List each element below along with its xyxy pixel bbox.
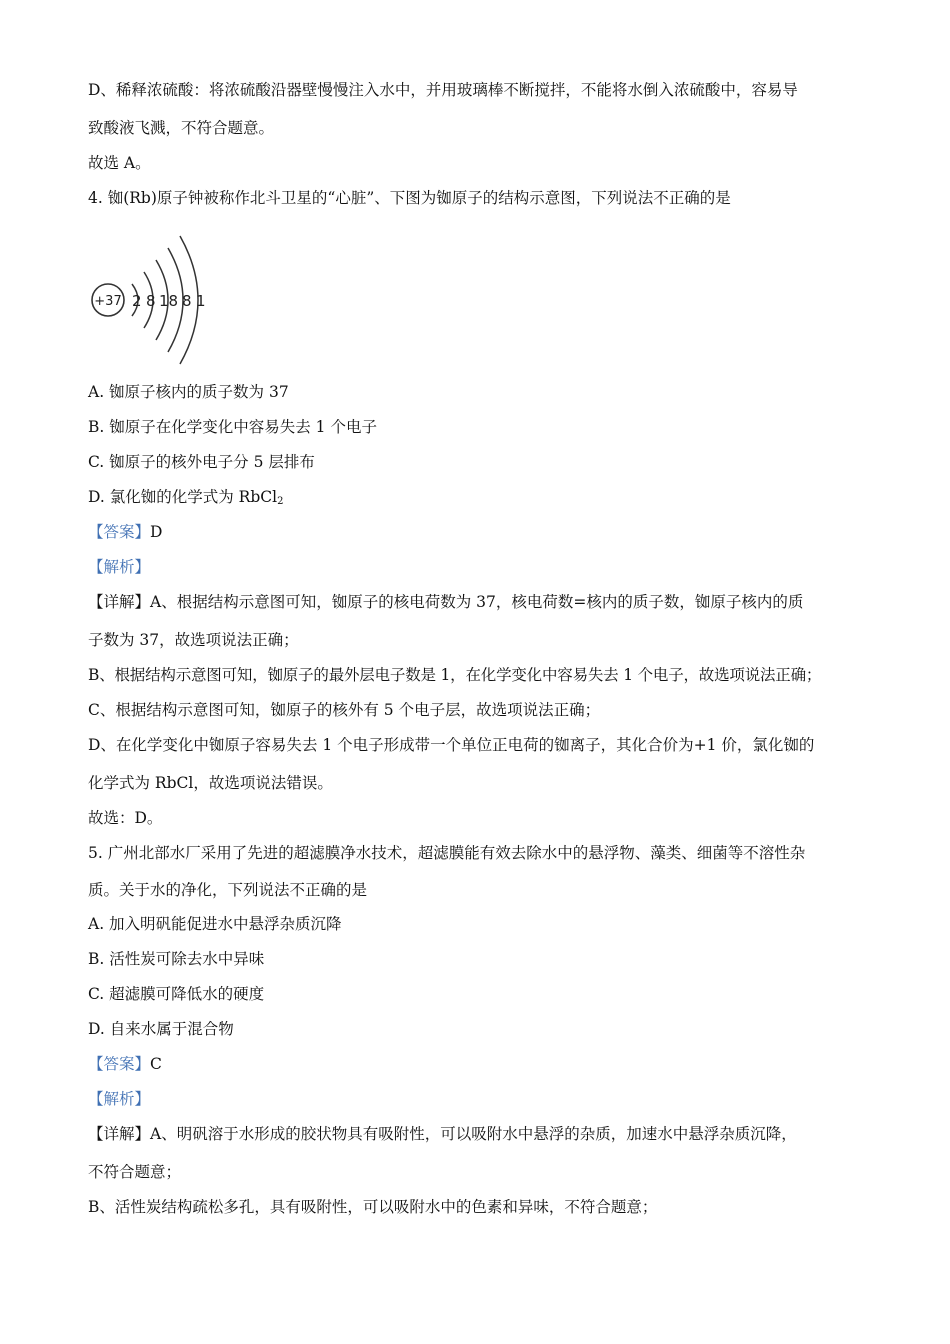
shell-4-count: 8 (182, 292, 192, 310)
q4-option-d-subscript: 2 (277, 496, 284, 507)
q4-option-d-text: D. 氯化铷的化学式为 RbCl (88, 488, 278, 506)
rubidium-atom-structure-diagram (88, 222, 218, 372)
q4-option-b: B. 铷原子在化学变化中容易失去 1 个电子 (88, 418, 377, 436)
q5-answer (88, 1054, 162, 1074)
q5-analysis-tag: 【解析】 (88, 1090, 151, 1108)
q4-answer (88, 522, 162, 542)
q4-option-d (88, 487, 283, 507)
answer-tag: 【答案】 (88, 523, 151, 541)
q5-option-a: A. 加入明矾能促进水中悬浮杂质沉降 (88, 915, 342, 933)
q5-stem-line1: 5. 广州北部水厂采用了先进的超滤膜净水技术，超滤膜能有效去除水中的悬浮物、藻类、细菌等不溶性杂 (88, 844, 806, 862)
shell-electron-counts (132, 292, 206, 310)
shell-2-count: 8 (146, 292, 156, 310)
q3-option-d-explanation-line1: D、稀释浓硫酸：将浓硫酸沿器壁慢慢注入水中，并用玻璃棒不断搅拌，不能将水倒入浓硫酸中，容易导 (88, 81, 798, 99)
answer-value: D (150, 523, 163, 541)
q4-detail-a-line1 (88, 592, 803, 612)
shell-1-count: 2 (132, 292, 142, 310)
q4-stem: 4. 铷(Rb)原子钟被称作北斗卫星的“心脏”、下图为铷原子的结构示意图，下列说法不正确的是 (88, 189, 731, 207)
answer-value: C (150, 1055, 162, 1073)
answer-tag: 【答案】 (88, 1055, 151, 1073)
shell-3-count: 18 (159, 292, 179, 310)
q5-option-b: B. 活性炭可除去水中异味 (88, 950, 265, 968)
shell-5-count: 1 (196, 292, 206, 310)
q5-option-c: C. 超滤膜可降低水的硬度 (88, 985, 265, 1003)
q3-option-d-explanation-line2: 致酸液飞溅，不符合题意。 (88, 119, 275, 137)
q4-analysis-tag: 【解析】 (88, 558, 151, 576)
q4-detail-d-line1: D、在化学变化中铷原子容易失去 1 个电子形成带一个单位正电荷的铷离子，其化合价为+1 价，氯化铷的 (88, 736, 815, 754)
detail-tag: 【详解】 (88, 1125, 151, 1143)
q3-conclusion: 故选 A。 (88, 154, 151, 172)
q5-detail-a-line1 (88, 1124, 797, 1144)
q4-detail-d-line2: 化学式为 RbCl，故选项说法错误。 (88, 774, 333, 792)
q5-detail-a-line2: 不符合题意； (88, 1163, 182, 1181)
q4-detail-b: B、根据结构示意图可知，铷原子的最外层电子数是 1，在化学变化中容易失去 1 个电子，故选项说法正确； (88, 666, 822, 684)
q4-detail-a-line2: 子数为 37，故选项说法正确； (88, 631, 299, 649)
q4-detail-c: C、根据结构示意图可知，铷原子的核外有 5 个电子层，故选项说法正确； (88, 701, 601, 719)
q4-conclusion: 故选：D。 (88, 809, 163, 827)
q5-detail-b: B、活性炭结构疏松多孔，具有吸附性，可以吸附水中的色素和异味，不符合题意； (88, 1198, 658, 1216)
detail-a-text: A、根据结构示意图可知，铷原子的核电荷数为 37，核电荷数=核内的质子数，铷原子核内的质 (150, 593, 804, 611)
detail-tag: 【详解】 (88, 593, 151, 611)
nucleus-charge: +37 (94, 294, 122, 309)
q5-stem-line2: 质。关于水的净化，下列说法不正确的是 (88, 881, 368, 899)
q4-option-c: C. 铷原子的核外电子分 5 层排布 (88, 453, 315, 471)
q5-option-d: D. 自来水属于混合物 (88, 1020, 234, 1038)
detail-a-text: A、明矾溶于水形成的胶状物具有吸附性，可以吸附水中悬浮的杂质，加速水中悬浮杂质沉降， (150, 1125, 797, 1143)
q4-option-a: A. 铷原子核内的质子数为 37 (88, 383, 289, 401)
